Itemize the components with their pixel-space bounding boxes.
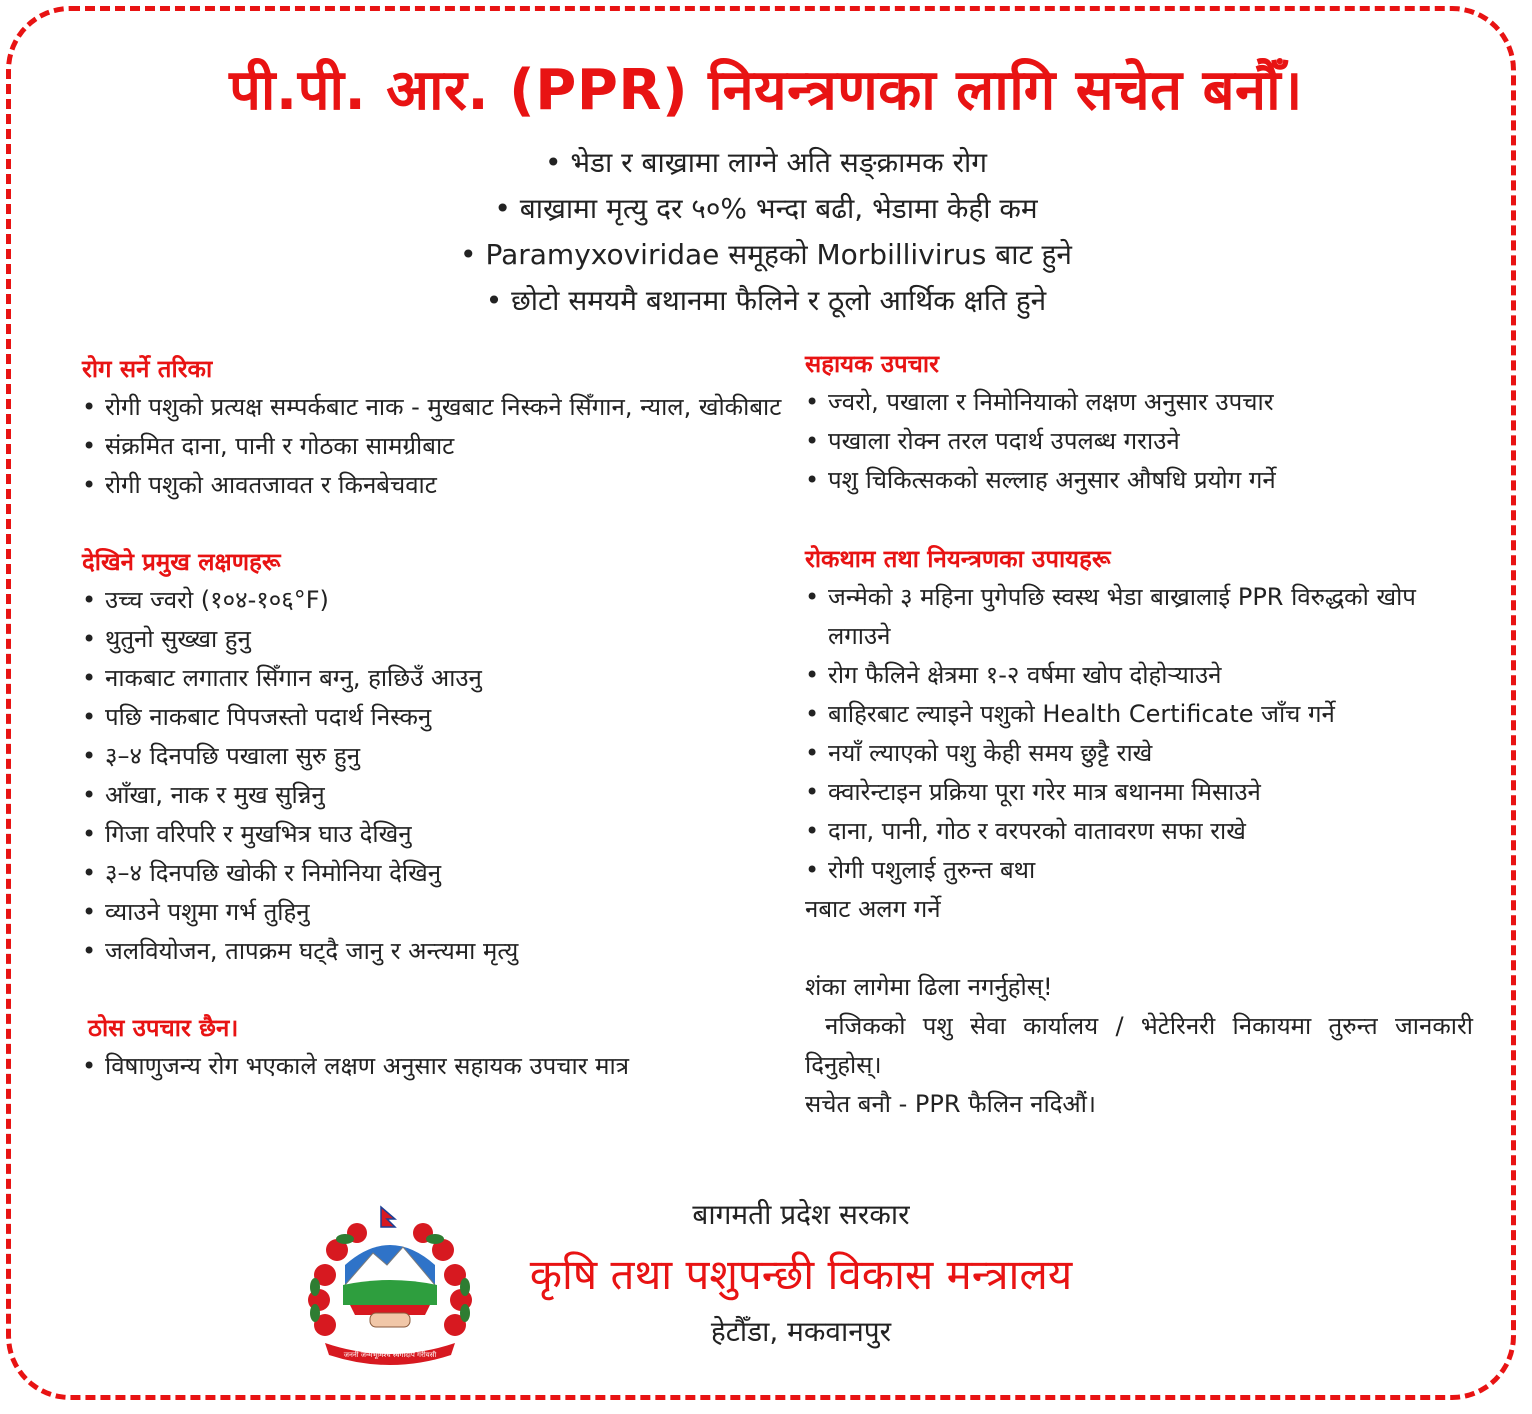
- intro-item: • छोटो समयमै बथानमा फैलिने र ठूलो आर्थिक क्षति हुने: [0, 278, 1532, 324]
- list-item: • रोगी पशुको प्रत्यक्ष सम्पर्कबाट नाक - मुखबाट निस्कने सिँगान, न्याल, खोकीबाट: [82, 388, 782, 427]
- list-item: • ३–४ दिनपछि खोकी र निमोनिया देखिनु: [82, 854, 782, 893]
- list-item: • पछि नाकबाट पिपजस्तो पदार्थ निस्कनु: [82, 698, 782, 737]
- prevention-tail: नबाट अलग गर्ने: [805, 895, 941, 923]
- list-item: • दाना, पानी, गोठ र वरपरको वातावरण सफा राखे: [805, 812, 1473, 851]
- list-item: • थुतुनो सुख्खा हुनु: [82, 620, 782, 659]
- right-column: [805, 345, 1473, 1124]
- list-item: • क्वारेन्टाइन प्रक्रिया पूरा गरेर मात्र बथानमा मिसाउने: [805, 773, 1473, 812]
- prevention-list: [805, 578, 1473, 890]
- list-item: • नाकबाट लगातार सिँगान बग्नु, हाछिउँ आउनु: [82, 659, 782, 698]
- list-item: • संक्रमित दाना, पानी र गोठका सामग्रीबाट: [82, 427, 782, 466]
- list-item: • नयाँ ल्याएको पशु केही समय छुट्टै राखे: [805, 734, 1473, 773]
- intro-item: • बाख्रामा मृत्यु दर ५०% भन्दा बढी, भेडामा केही कम: [0, 186, 1532, 232]
- transmission-heading: रोग सर्ने तरिका: [82, 355, 213, 383]
- page-title: पी.पी. आर. (PPR) नियन्त्रणका लागि सचेत बनौँ।: [229, 58, 1303, 123]
- prevention-heading: रोकथाम तथा नियन्त्रणका उपायहरू: [805, 545, 1111, 573]
- symptoms-heading: देखिने प्रमुख लक्षणहरू: [82, 548, 281, 576]
- notice-line-1: शंका लागेमा ढिला नगर्नुहोस्!: [805, 973, 1053, 1001]
- list-item: • उच्च ज्वरो (१०४-१०६°F): [82, 581, 782, 620]
- list-item: • पशु चिकित्सकको सल्लाह अनुसार औषधि प्रयोग गर्ने: [805, 461, 1473, 500]
- list-item: • गिजा वरिपरि र मुखभित्र घाउ देखिनु: [82, 815, 782, 854]
- list-item: • ज्वरो, पखाला र निमोनियाको लक्षण अनुसार उपचार: [805, 383, 1473, 422]
- no-cure-list: [82, 1047, 782, 1086]
- list-item: • रोगी पशुको आवतजावत र किनबेचवाट: [82, 466, 782, 505]
- list-item: • व्याउने पशुमा गर्भ तुहिनु: [82, 893, 782, 932]
- ministry-location: हेटौँडा, मकवानपुर: [710, 1315, 892, 1348]
- list-item: • रोग फैलिने क्षेत्रमा १-२ वर्षमा खोप दोहोऱ्याउने: [805, 656, 1473, 695]
- transmission-list: [82, 388, 782, 505]
- intro-item: • भेडा र बाख्रामा लाग्ने अति सङ्क्रामक रोग: [0, 140, 1532, 186]
- list-item: • जन्मेको ३ महिना पुगेपछि स्वस्थ भेडा बाख्रालाई PPR विरुद्धको खोप लगाउने: [805, 578, 1473, 656]
- supportive-list: [805, 383, 1473, 500]
- list-item: • आँखा, नाक र मुख सुन्निनु: [82, 776, 782, 815]
- notice-line-3: सचेत बनौ - PPR फैलिन नदिऔं।: [805, 1090, 1097, 1118]
- supportive-heading: सहायक उपचार: [805, 350, 939, 378]
- list-item: • बाहिरबाट ल्याइने पशुको Health Certificate जाँच गर्ने: [805, 695, 1473, 734]
- emblem-motto: जननी जन्मभूमिश्च स्वर्गादपि गरीयसी: [343, 1351, 437, 1359]
- list-item: • जलवियोजन, तापक्रम घट्दै जानु र अन्त्यमा मृत्यु: [82, 932, 782, 971]
- ministry-name: कृषि तथा पशुपन्छी विकास मन्त्रालय: [529, 1250, 1073, 1299]
- list-item: • पखाला रोक्न तरल पदार्थ उपलब्ध गराउने: [805, 422, 1473, 461]
- government-name: बागमती प्रदेश सरकार: [692, 1198, 910, 1231]
- intro-list: [0, 140, 1532, 324]
- left-column: [82, 350, 782, 1086]
- list-item: • विषाणुजन्य रोग भएकाले लक्षण अनुसार सहायक उपचार मात्र: [82, 1047, 782, 1086]
- no-cure-heading: ठोस उपचार छैन।: [88, 1014, 239, 1042]
- notice-line-2: नजिकको पशु सेवा कार्यालय / भेटेरिनरी निकायमा तुरुन्त जानकारी दिनुहोस्।: [805, 1012, 1473, 1079]
- list-item: • ३–४ दिनपछि पखाला सुरु हुनु: [82, 737, 782, 776]
- list-item: • रोगी पशुलाई तुरुन्त बथा: [805, 851, 1473, 890]
- intro-item: • Paramyxoviridae समूहको Morbillivirus बाट हुने: [0, 232, 1532, 278]
- symptoms-list: [82, 581, 782, 971]
